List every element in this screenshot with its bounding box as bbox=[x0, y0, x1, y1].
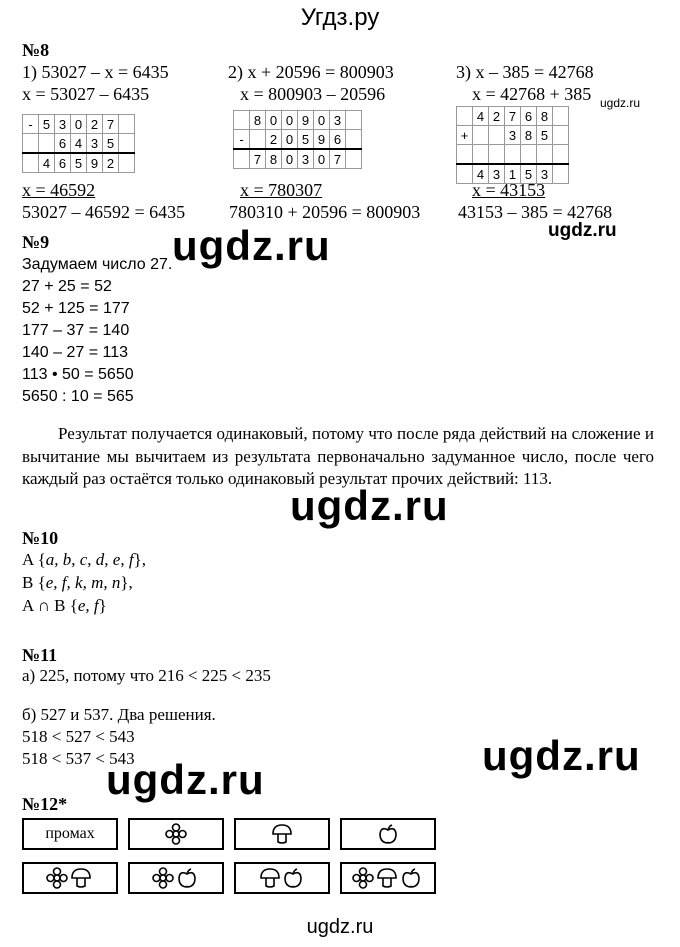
watermark: ugdz.ru bbox=[482, 732, 641, 779]
ex9-line: 52 + 125 = 177 bbox=[22, 300, 130, 317]
ex11-title: №11 bbox=[22, 645, 58, 665]
ex9-line: Задумаем число 27. bbox=[22, 256, 173, 273]
ex10-set-a: A {a, b, c, d, e, f}, bbox=[22, 550, 146, 569]
ex8-col2-step: x = 800903 – 20596 bbox=[240, 84, 386, 104]
ex12-title: №12* bbox=[22, 794, 68, 814]
flower-apple-icons bbox=[152, 867, 200, 889]
ex11-b-ineq2: 518 < 537 < 543 bbox=[22, 749, 135, 768]
op-sign: - bbox=[234, 130, 250, 150]
watermark: ugdz.ru bbox=[172, 222, 331, 269]
mushroom-apple-icons bbox=[259, 867, 305, 889]
watermark: ugdz.ru bbox=[290, 482, 449, 529]
ex12-box bbox=[340, 818, 436, 850]
site-title: Угдз.ру bbox=[300, 4, 380, 31]
ex9-line: 140 – 27 = 113 bbox=[22, 344, 129, 361]
watermark: ugdz.ru bbox=[600, 96, 641, 110]
ex9-line: 27 + 25 = 52 bbox=[22, 278, 112, 295]
ex8-col1-answer: x = 46592 bbox=[22, 180, 96, 200]
ex10-title: №10 bbox=[22, 528, 59, 548]
watermark: ugdz.ru bbox=[106, 756, 265, 803]
ex8-col2-grid: 8 0 0 9 0 3 - 2 0 5 9 6 7 8 0 3 0 7 bbox=[233, 110, 362, 169]
ex8-col1-check: 53027 – 46592 = 6435 bbox=[22, 202, 186, 222]
ex12-box bbox=[234, 818, 330, 850]
ex8-col1-grid: - 5 3 0 2 7 6 4 3 5 4 6 5 9 2 bbox=[22, 114, 135, 173]
mushroom-icon bbox=[271, 823, 293, 845]
ex8-col1-equation: 1) 53027 – x = 6435 bbox=[22, 62, 169, 82]
ex8-col3-grid: 4 2 7 6 8 + 3 8 5 4 3 1 5 3 bbox=[456, 106, 569, 184]
ex8-col2-answer: x = 780307 bbox=[240, 180, 323, 200]
flower-mushroom-apple-icons bbox=[352, 867, 424, 889]
ex10-intersection: A ∩ B {e, f} bbox=[22, 596, 107, 615]
flower-mushroom-icons bbox=[46, 867, 94, 889]
ex12-box bbox=[234, 862, 330, 894]
ex8-title: №8 bbox=[22, 40, 50, 60]
ex9-line: 113 • 50 = 5650 bbox=[22, 366, 134, 383]
op-sign: - bbox=[23, 115, 39, 134]
ex12-box-miss: промах bbox=[22, 818, 118, 850]
ex9-explanation: Результат получается одинаковый, потому что после ряда действий на сложение и вычитание мы вычитаем из результата первоначально задуманное число, после чего каждый раз остаётся только одинаковый результат прочих действий: 113. bbox=[22, 424, 654, 488]
ex12-box bbox=[128, 818, 224, 850]
ex8-col3-check: 43153 – 385 = 42768 bbox=[458, 202, 613, 222]
ex8-col2-check: 780310 + 20596 = 800903 bbox=[229, 202, 421, 222]
flower-icon bbox=[164, 823, 188, 845]
ex9-title: №9 bbox=[22, 232, 50, 252]
op-sign: + bbox=[457, 126, 473, 145]
ex11-b: б) 527 и 537. Два решения. bbox=[22, 705, 216, 724]
footer-watermark: ugdz.ru bbox=[306, 916, 374, 938]
ex8-col3-answer: x = 43153 bbox=[472, 180, 546, 200]
ex9-line: 177 – 37 = 140 bbox=[22, 322, 130, 339]
ex10-set-b: B {e, f, k, m, n}, bbox=[22, 573, 133, 592]
ex12-box bbox=[128, 862, 224, 894]
ex12-box bbox=[340, 862, 436, 894]
ex9-line: 5650 : 10 = 565 bbox=[22, 388, 134, 405]
ex8-col3-step: x = 42768 + 385 bbox=[472, 84, 592, 104]
ex12-box bbox=[22, 862, 118, 894]
watermark: ugdz.ru bbox=[548, 220, 617, 241]
ex8-col3-equation: 3) x – 385 = 42768 bbox=[456, 62, 594, 82]
ex8-col1-step: x = 53027 – 6435 bbox=[22, 84, 150, 104]
ex8-col2-equation: 2) x + 20596 = 800903 bbox=[228, 62, 394, 82]
apple-icon bbox=[377, 823, 399, 845]
ex11-b-ineq1: 518 < 527 < 543 bbox=[22, 727, 135, 746]
ex11-a: а) 225, потому что 216 < 225 < 235 bbox=[22, 666, 271, 685]
